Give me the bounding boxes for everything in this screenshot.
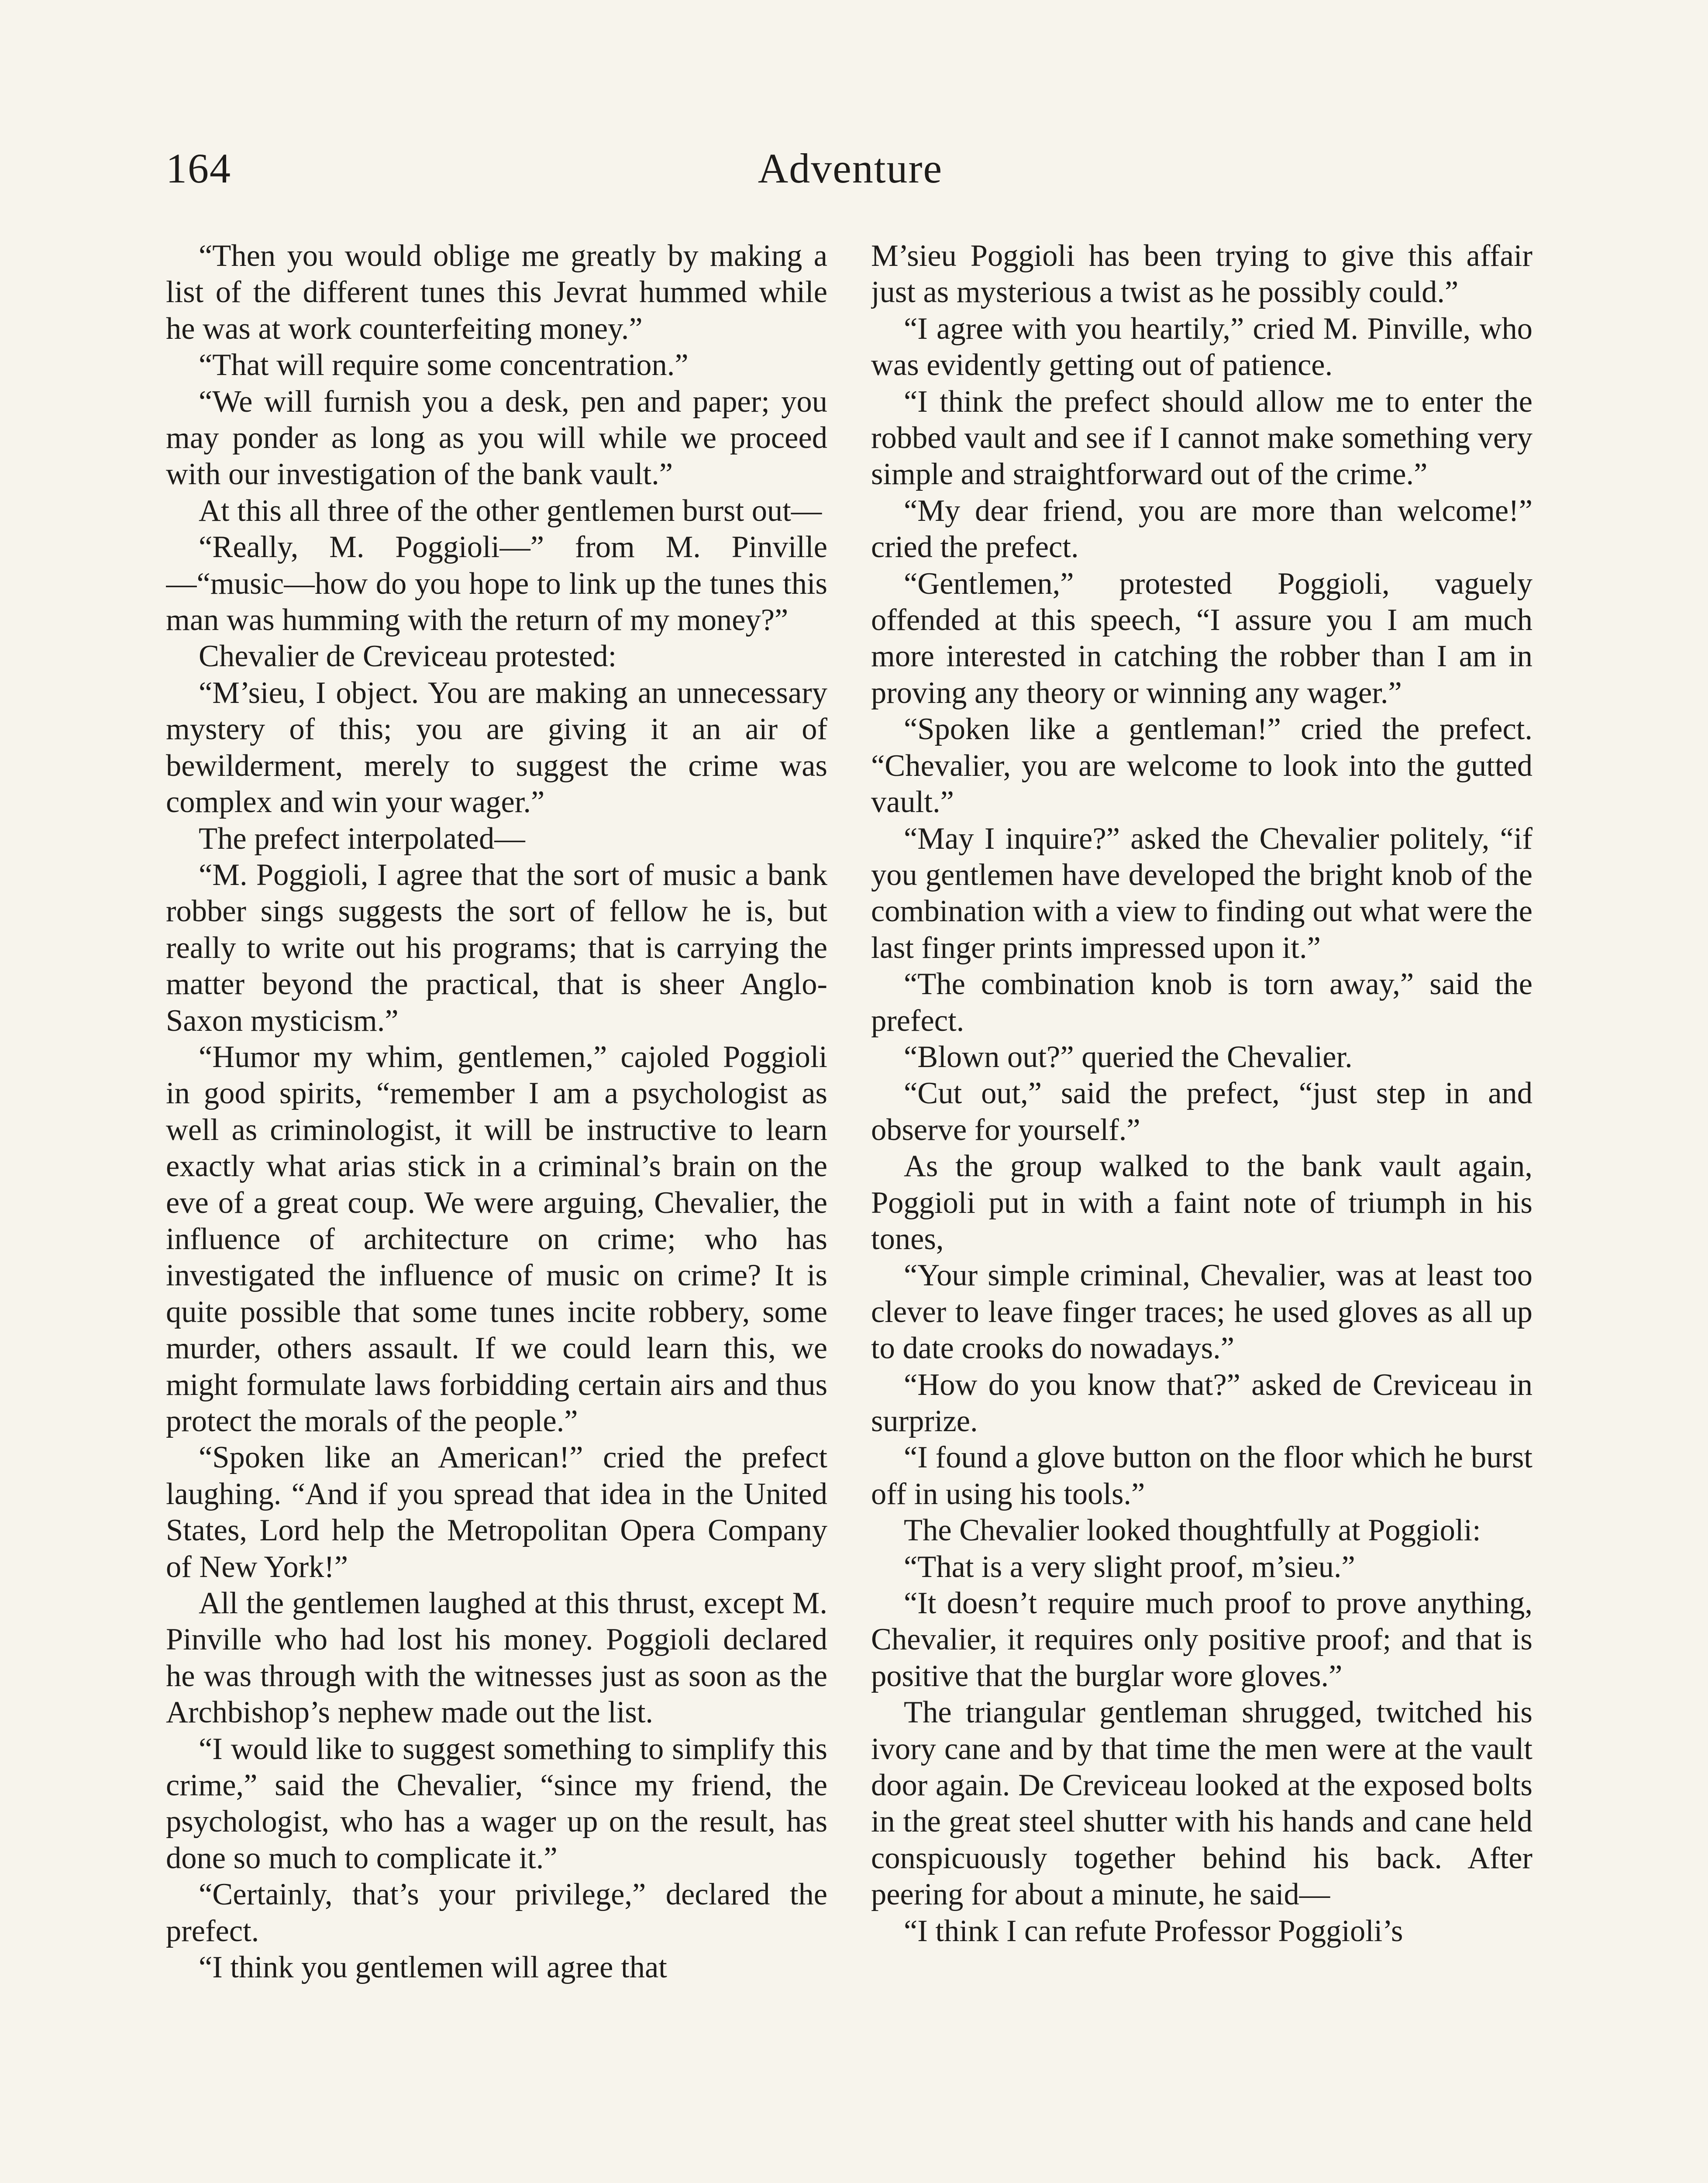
paragraph: The prefect interpolated—: [199, 821, 525, 856]
page-number: 164: [166, 145, 231, 192]
paragraph: “How do you know that?” asked de Creviceau in surprize.: [871, 1367, 1532, 1438]
paragraph: “That is a very slight proof, m’sieu.”: [904, 1549, 1355, 1584]
paragraph: “That will require some concentration.”: [199, 348, 689, 382]
paragraph: “Cut out,” said the prefect, “just step in and observe for yourself.”: [871, 1076, 1532, 1147]
paragraph: “Really, M. Poggioli—” from M. Pinville—“music—how do you hope to link up the tunes this man was humming with the return of my money?”: [166, 530, 827, 637]
paragraph: “We will furnish you a desk, pen and paper; you may ponder as long as you will while we proceed with our investigation of the bank vault.”: [166, 384, 827, 492]
paragraph: “I would like to suggest something to simplify this crime,” said the Chevalier, “since my friend, the psychologist, who has a wager up on the result, has done so much to complicate it.”: [166, 1732, 827, 1875]
paragraph: “I think you gentlemen will agree that: [199, 1950, 667, 1985]
paragraph: “Humor my whim, gentlemen,” cajoled Poggioli in good spirits, “remember I am a psychologist as well as criminologist, it will be instructive to learn exactly what arias stick in a criminal’s brain on the eve of a great coup. We were arguing, Chevalier, the influence of architecture on crime; who has investigated the influence of music on crime? It is quite possible that some tunes incite robbery, some murder, others assault. If we could learn this, we might formulate laws forbidding certain airs and thus protect the morals of the people.”: [166, 1040, 827, 1438]
paragraph: “The combination knob is torn away,” said the prefect.: [871, 967, 1532, 1038]
paragraph: The Chevalier looked thoughtfully at Poggioli:: [904, 1513, 1481, 1548]
paragraph: As the group walked to the bank vault again, Poggioli put in with a faint note of triumph in his tones,: [871, 1149, 1532, 1256]
left-text-column: [166, 238, 827, 2183]
paragraph: “M. Poggioli, I agree that the sort of music a bank robber sings suggests the sort of fellow he is, but really to write out his programs; that is carrying the matter beyond the practical, that is sheer Anglo-Saxon mysticism.”: [166, 857, 827, 1038]
paragraph: “Then you would oblige me greatly by making a list of the different tunes this Jevrat hummed while he was at work counterfeiting money.”: [166, 239, 827, 346]
page-header: [166, 144, 1535, 205]
paragraph: “Blown out?” queried the Chevalier.: [904, 1040, 1353, 1074]
paragraph: At this all three of the other gentlemen burst out—: [199, 493, 822, 528]
right-text-column: [871, 238, 1532, 2183]
paragraph: “My dear friend, you are more than welcome!” cried the prefect.: [871, 493, 1532, 565]
paragraph: “Your simple criminal, Chevalier, was at least too clever to leave finger traces; he used gloves as all up to date crooks do nowadays.”: [871, 1258, 1532, 1366]
paragraph: Chevalier de Creviceau protested:: [199, 639, 617, 674]
paragraph: The triangular gentleman shrugged, twitched his ivory cane and by that time the men were at the vault door again. De Creviceau looked at the exposed bolts in the great steel shutter with his hands and cane held conspicuously together behind his back. After peering for about a minute, he said—: [871, 1695, 1532, 1912]
paragraph: “I think I can refute Professor Poggioli’s: [904, 1914, 1403, 1948]
paragraph: “It doesn’t require much proof to prove anything, Chevalier, it requires only positive proof; and that is positive that the burglar wore gloves.”: [871, 1586, 1532, 1693]
paragraph: “May I inquire?” asked the Chevalier politely, “if you gentlemen have developed the bright knob of the combination with a view to finding out what were the last finger prints impressed upon it.”: [871, 821, 1532, 965]
paragraph: “Spoken like an American!” cried the prefect laughing. “And if you spread that idea in the United States, Lord help the Metropolitan Opera Company of New York!”: [166, 1440, 827, 1584]
paragraph: “M’sieu, I object. You are making an unnecessary mystery of this; you are giving it an air of bewilderment, merely to suggest the crime was complex and win your wager.”: [166, 675, 827, 819]
paragraph: “I think the prefect should allow me to enter the robbed vault and see if I cannot make something very simple and straightforward out of the crime.”: [871, 384, 1532, 492]
paragraph: “Certainly, that’s your privilege,” declared the prefect.: [166, 1877, 827, 1948]
paragraph: “Spoken like a gentleman!” cried the prefect. “Chevalier, you are welcome to look into the gutted vault.”: [871, 712, 1532, 819]
paragraph: All the gentlemen laughed at this thrust, except M. Pinville who had lost his money. Poggioli declared he was through with the witnesses just as soon as the Archbishop’s nephew made out the list.: [166, 1586, 827, 1730]
paragraph: “I found a glove button on the floor which he burst off in using his tools.”: [871, 1440, 1532, 1511]
paragraph: “Gentlemen,” protested Poggioli, vaguely offended at this speech, “I assure you I am much more interested in catching the robber than I am in proving any theory or winning any wager.”: [871, 566, 1532, 710]
running-title: Adventure: [758, 145, 943, 192]
paragraph: M’sieu Poggioli has been trying to give this affair just as mysterious a twist as he possibly could.”: [871, 239, 1532, 310]
paragraph: “I agree with you heartily,” cried M. Pinville, who was evidently getting out of patience.: [871, 311, 1532, 382]
